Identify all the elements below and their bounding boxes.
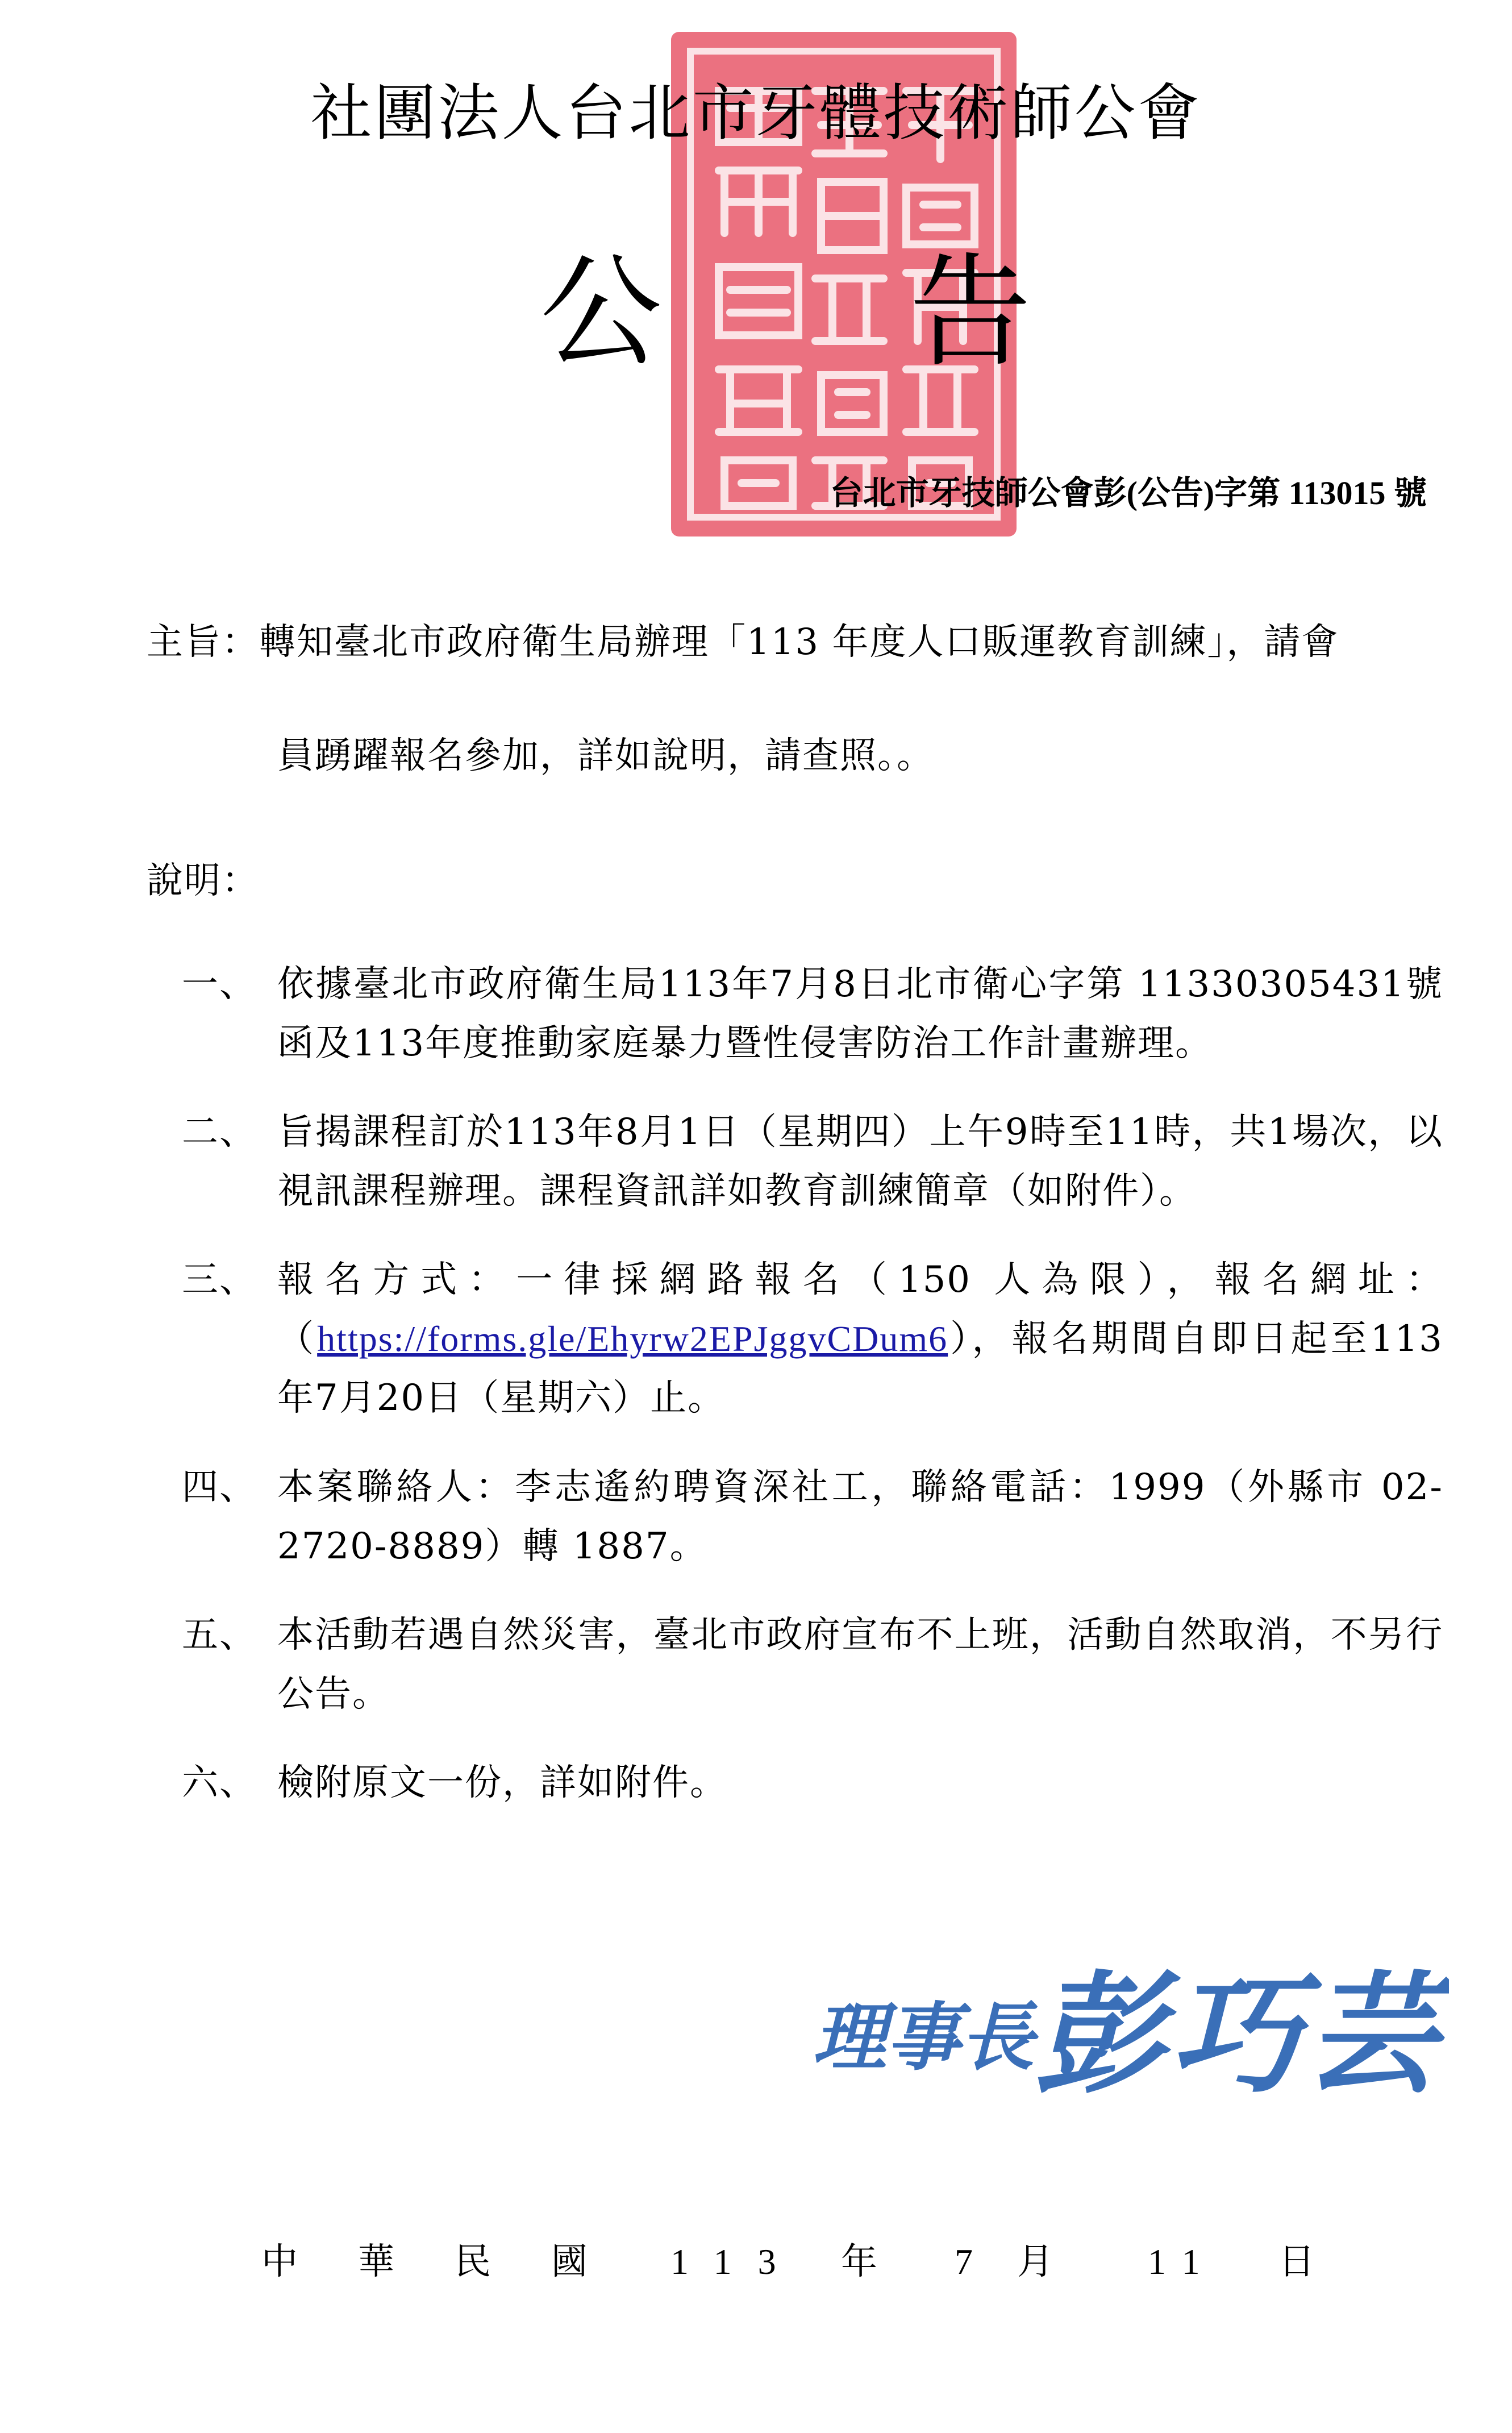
date-char-zhong: 中 [261,2241,298,2283]
subject-line-2: 員踴躍報名參加，詳如說明，請查照。。 [277,735,934,777]
notice-heading-char-2: 告 [909,241,1031,384]
item-text: 檢附原文一份，詳如附件。 [277,1762,727,1804]
item-text: 旨揭課程訂於113年8月1日（星期四）上午9時至11時，共1場次，以視訊課程辦理。課程資訊詳如教育訓練簡章（如附件）。 [277,1111,1443,1212]
date-char-guo: 國 [551,2241,588,2283]
registration-text-before: 報名方式：一律採網路報名（150 人為限），報名網址：（ [277,1259,1443,1360]
date-day-unit: 日 [1278,2241,1315,2283]
date-day: 11 [1148,2241,1217,2282]
item-number: 六、 [182,1762,257,1804]
item-number: 五、 [182,1614,257,1656]
explanation-item-2 [182,1103,1443,1221]
explanation-item-3 [182,1250,1443,1428]
item-text: 本案聯絡人：李志遙約聘資深社工，聯絡電話：1999（外縣市 02-2720-8889）轉 1887。 [277,1466,1443,1567]
item-number: 一、 [182,963,257,1005]
date-month: 7 [955,2241,973,2282]
document-number: 台北市牙技師公會彭(公告)字第 113015 號 [830,475,1427,511]
item-number: 四、 [182,1466,257,1508]
date-char-min: 民 [455,2241,491,2283]
item-text: 依據臺北市政府衛生局113年7月8日北市衛心字第 11330305431號函及113年度推動家庭暴力暨性侵害防治工作計畫辦理。 [277,963,1443,1064]
item-text: 本活動若遇自然災害，臺北市政府宣布不上班，活動自然取消，不另行公告。 [277,1614,1443,1715]
explanation-item-4 [182,1458,1443,1576]
chairperson-signature-stamp [807,1949,1449,2108]
explanation-label: 說明： [147,860,259,902]
item-number: 二、 [182,1111,257,1153]
signature-name: 彭巧芸 [1034,1958,1443,2108]
notice-heading-char-1: 公 [540,241,662,384]
explanation-item-5 [182,1606,1443,1724]
item-number: 三、 [182,1259,257,1301]
explanation-item-6 [182,1753,1443,1812]
date-year: 113 [670,2241,802,2282]
registration-text-after: ），報名期間自即日起至113年7月20日（星期六）止。 [277,1318,1444,1419]
organization-title: 社團法人台北市牙體技術師公會 [310,78,1202,149]
date-year-unit: 年 [841,2241,877,2283]
signature-title: 理事長 [813,1994,1035,2081]
subject-line-1: 主旨：轉知臺北市政府衛生局辦理「113 年度人口販運教育訓練」，請會 [147,621,1339,663]
item-text [277,1250,1443,1428]
date-char-hua: 華 [358,2241,394,2283]
date-month-unit: 月 [1017,2241,1053,2283]
explanation-item-1 [182,955,1443,1073]
registration-link[interactable]: https://forms.gle/Ehyrw2EPJggvCDum6 [317,1319,948,1359]
